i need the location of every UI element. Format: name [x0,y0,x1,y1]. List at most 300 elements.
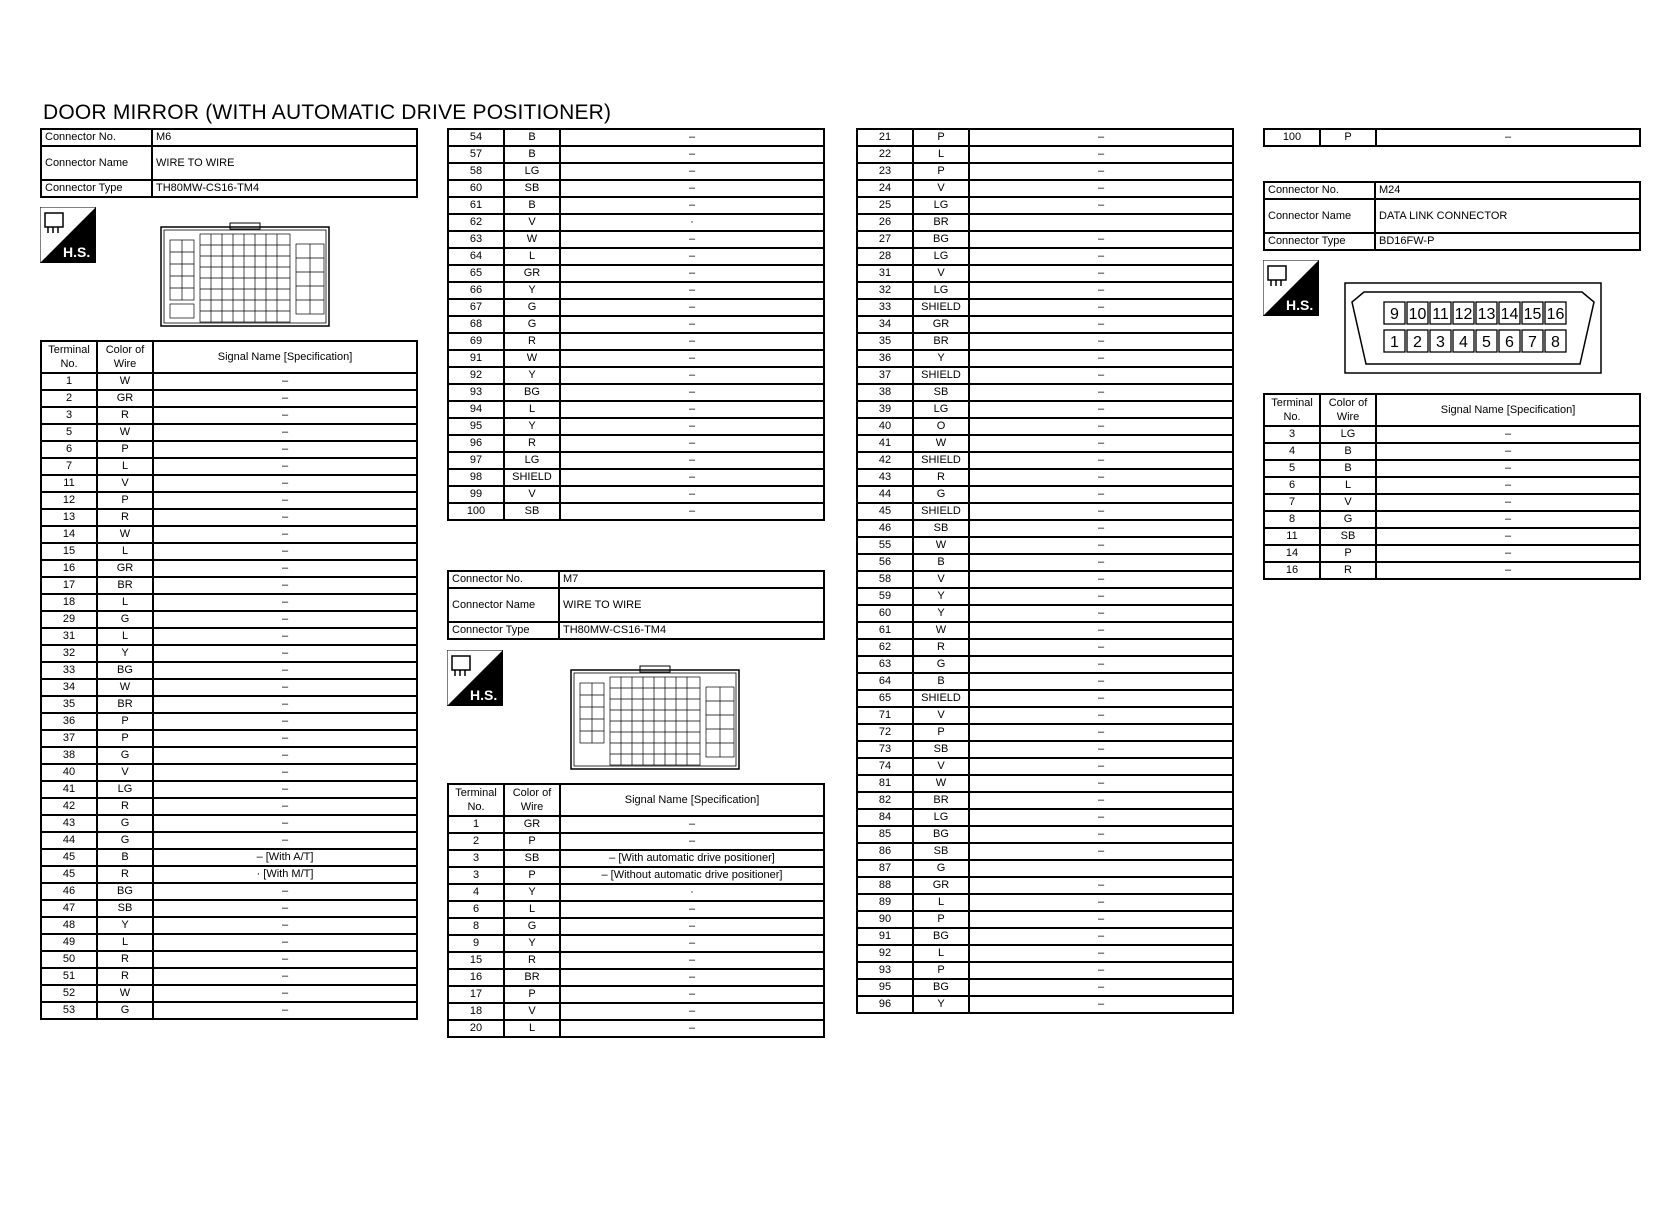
terminal-no-cell: 8 [1264,511,1320,528]
table-row [448,486,824,503]
terminal-no-cell: 2 [41,390,97,407]
table-row [448,816,824,833]
dlc-pin-number: 11 [1432,306,1449,323]
harness-side-icon [40,207,96,263]
terminal-no-cell: 35 [41,696,97,713]
terminal-no-cell: 34 [41,679,97,696]
wire-color-cell: BR [913,333,969,350]
connector-name-label: Connector Name [41,146,152,180]
table-row [1264,562,1640,579]
signal-name-cell: – [969,418,1233,435]
table-row [448,884,824,901]
signal-name-cell: – [153,832,417,849]
wire-color-cell: Y [504,884,560,901]
terminal-no-cell: 85 [857,826,913,843]
table-row [857,503,1233,520]
signal-name-cell: – [153,798,417,815]
terminal-no-cell: 42 [857,452,913,469]
table-row [41,543,417,560]
signal-name-cell: – [153,543,417,560]
signal-name-cell: – [153,458,417,475]
terminal-no-cell: 45 [41,866,97,883]
terminal-no-cell: 13 [41,509,97,526]
dlc-pin-number: 6 [1505,334,1514,351]
terminal-no-cell: 96 [448,435,504,452]
wire-color-cell: V [504,486,560,503]
signal-name-cell: · [560,884,824,901]
signal-name-cell: – [969,775,1233,792]
terminal-no-cell: 49 [41,934,97,951]
signal-name-cell: – [153,1002,417,1019]
connector-no-value: M6 [152,129,417,146]
wire-color-cell: G [97,747,153,764]
signal-name-cell: – [969,554,1233,571]
signal-name-cell: – [560,401,824,418]
signal-name-cell: – [1376,443,1640,460]
harness-side-icon [447,650,503,706]
terminal-no-cell: 22 [857,146,913,163]
table-row [41,815,417,832]
wire-color-cell: V [1320,494,1376,511]
wire-color-cell: GR [504,265,560,282]
table-row [857,945,1233,962]
wire-color-cell: B [1320,460,1376,477]
terminal-no-cell: 89 [857,894,913,911]
terminal-no-cell: 29 [41,611,97,628]
signal-name-cell: – [969,605,1233,622]
wire-color-cell: R [913,639,969,656]
wire-color-cell: W [97,424,153,441]
wire-color-cell: B [913,554,969,571]
table-row [857,316,1233,333]
wire-color-cell: V [913,758,969,775]
table-row [448,452,824,469]
terminal-no-cell: 36 [857,350,913,367]
table-row [448,867,824,884]
signal-name-cell: – [969,265,1233,282]
wire-color-cell: LG [913,248,969,265]
signal-name-cell: – [560,129,824,146]
table-row [857,996,1233,1013]
table-row [448,384,824,401]
table-row [857,792,1233,809]
hs-label: H.S. [470,687,498,703]
terminal-no-cell: 11 [41,475,97,492]
table-row [448,197,824,214]
signal-name-cell: – [153,373,417,390]
signal-name-cell: – [969,469,1233,486]
terminal-no-cell: 4 [1264,443,1320,460]
signal-name-cell: – [560,1003,824,1020]
connector-no-value: M7 [559,571,824,588]
signal-name-cell: – [153,662,417,679]
signal-name-cell [969,214,1233,231]
signal-name-cell: – [969,384,1233,401]
wire-color-cell: L [913,945,969,962]
wire-color-cell: LG [913,401,969,418]
terminal-no-cell: 14 [1264,545,1320,562]
wire-color-cell: R [97,798,153,815]
table-row [41,594,417,611]
table-row [857,809,1233,826]
table-row [857,469,1233,486]
connector-name-value: DATA LINK CONNECTOR [1375,199,1640,233]
signal-name-cell: – [153,968,417,985]
table-row [857,537,1233,554]
signal-name-cell: – [969,163,1233,180]
terminal-no-cell: 33 [857,299,913,316]
terminal-no-cell: 57 [448,146,504,163]
wire-color-cell: G [97,611,153,628]
signal-name-cell: – [560,901,824,918]
signal-name-cell: – [560,935,824,952]
wire-color-cell: SB [504,180,560,197]
wire-color-cell: L [97,543,153,560]
terminal-no-cell: 93 [448,384,504,401]
signal-name-cell: – [153,628,417,645]
wire-color-cell: Y [97,917,153,934]
signal-name-cell: – [969,809,1233,826]
table-row [448,918,824,935]
m24-connector-info [1263,181,1641,251]
terminal-no-cell: 33 [41,662,97,679]
table-row [857,401,1233,418]
signal-name-cell: – [560,316,824,333]
terminal-no-cell: 91 [448,350,504,367]
table-row [857,367,1233,384]
terminal-no-cell: 6 [41,441,97,458]
table-row [448,146,824,163]
wire-color-cell: L [913,146,969,163]
terminal-no-cell: 93 [857,962,913,979]
wire-color-cell: SHIELD [913,452,969,469]
wire-color-cell: G [97,1002,153,1019]
table-row [857,979,1233,996]
wire-color-cell: W [504,350,560,367]
wire-color-cell: Y [504,935,560,952]
table-row [857,571,1233,588]
signal-name-cell: – [153,424,417,441]
signal-name-cell: – [560,163,824,180]
terminal-no-cell: 23 [857,163,913,180]
signal-name-cell: – [153,441,417,458]
signal-name-cell: – [969,690,1233,707]
terminal-no-cell: 65 [857,690,913,707]
wire-color-cell: Y [504,282,560,299]
terminal-no-cell: 45 [857,503,913,520]
terminal-no-cell: 61 [857,622,913,639]
table-row [857,588,1233,605]
table-row [857,435,1233,452]
terminal-no-cell: 56 [857,554,913,571]
signal-name-cell: – [560,503,824,520]
hs-label: H.S. [1286,297,1314,313]
signal-name-cell: – [969,639,1233,656]
dlc-pin-number: 14 [1500,306,1519,323]
wire-color-cell: SHIELD [913,690,969,707]
terminal-no-cell: 17 [41,577,97,594]
wire-color-cell: P [913,911,969,928]
signal-name-cell: – [969,520,1233,537]
terminal-no-cell: 40 [857,418,913,435]
table-row [857,520,1233,537]
signal-name-cell: – [969,435,1233,452]
signal-name-cell: – [153,577,417,594]
wire-color-cell: BG [913,826,969,843]
signal-name-cell: – [With A/T] [153,849,417,866]
signal-name-cell: – [153,747,417,764]
table-row [41,509,417,526]
terminal-no-header: Terminal No. [41,341,97,373]
terminal-no-cell: 82 [857,792,913,809]
wire-color-cell: L [504,401,560,418]
table-row [41,781,417,798]
terminal-no-cell: 7 [41,458,97,475]
signal-name-header: Signal Name [Specification] [1376,394,1640,426]
terminal-no-cell: 18 [448,1003,504,1020]
signal-name-cell: – [With automatic drive positioner] [560,850,824,867]
wire-color-cell: L [97,934,153,951]
terminal-no-cell: 71 [857,707,913,724]
connector-name-label: Connector Name [1264,199,1375,233]
wire-color-cell: L [97,628,153,645]
wire-color-cell: W [97,985,153,1002]
harness-side-icon [1263,260,1319,316]
terminal-no-cell: 40 [41,764,97,781]
terminal-no-cell: 17 [448,986,504,1003]
signal-name-cell: – [560,180,824,197]
dlc-pin-number: 8 [1551,334,1560,351]
signal-name-cell: – [969,673,1233,690]
m7-terminal-table-1 [447,783,825,1038]
wire-color-cell: W [913,435,969,452]
terminal-no-cell: 88 [857,877,913,894]
wire-color-cell: L [504,901,560,918]
dlc-pin-number: 2 [1413,334,1422,351]
wire-color-cell: P [913,724,969,741]
m7-connector-info [447,570,825,640]
table-row [41,424,417,441]
table-row [41,373,417,390]
table-row [41,985,417,1002]
table-row [857,333,1233,350]
table-row [857,350,1233,367]
signal-name-cell: – [1376,511,1640,528]
wire-color-cell: Y [913,996,969,1013]
table-row [857,911,1233,928]
terminal-no-cell: 41 [857,435,913,452]
wire-color-cell: P [97,441,153,458]
table-row [857,775,1233,792]
signal-name-cell: – [560,282,824,299]
terminal-no-cell: 63 [448,231,504,248]
terminal-no-cell: 63 [857,656,913,673]
table-row [857,129,1233,146]
wire-color-cell: V [504,1003,560,1020]
terminal-no-cell: 16 [41,560,97,577]
terminal-no-cell: 46 [41,883,97,900]
wire-color-cell: W [504,231,560,248]
wire-color-cell: P [913,129,969,146]
m6-terminal-table-2 [447,128,825,521]
table-row [41,560,417,577]
wire-color-cell: R [97,866,153,883]
terminal-no-cell: 14 [41,526,97,543]
signal-name-cell: – [560,265,824,282]
terminal-no-cell: 6 [448,901,504,918]
table-row [41,407,417,424]
table-row [448,163,824,180]
signal-name-cell: – [560,350,824,367]
hs-label: H.S. [63,244,91,260]
wire-color-cell: G [913,486,969,503]
table-row [41,951,417,968]
signal-name-cell: – [969,843,1233,860]
wire-color-cell: G [97,832,153,849]
terminal-no-cell: 37 [857,367,913,384]
terminal-no-cell: 58 [448,163,504,180]
terminal-no-cell: 59 [857,588,913,605]
wire-color-cell: W [913,537,969,554]
signal-name-cell: – [1376,494,1640,511]
connector-no-value: M24 [1375,182,1640,199]
terminal-no-cell: 64 [857,673,913,690]
wire-color-cell: B [1320,443,1376,460]
terminal-no-cell: 67 [448,299,504,316]
terminal-no-cell: 95 [448,418,504,435]
terminal-no-cell: 51 [41,968,97,985]
terminal-no-cell: 92 [448,367,504,384]
m6-connector-info [40,128,418,198]
terminal-no-cell: 32 [41,645,97,662]
table-row [857,452,1233,469]
connector-type-value: BD16FW-P [1375,233,1640,250]
terminal-no-cell: 92 [857,945,913,962]
table-row [857,962,1233,979]
table-row [41,458,417,475]
terminal-no-cell: 47 [41,900,97,917]
signal-name-cell: – [969,401,1233,418]
wire-color-cell: G [913,860,969,877]
table-row [1264,494,1640,511]
terminal-no-cell: 73 [857,741,913,758]
signal-name-cell: – [969,588,1233,605]
table-row [41,611,417,628]
signal-name-cell: – [560,435,824,452]
signal-name-cell: · [With M/T] [153,866,417,883]
signal-name-cell: – [969,826,1233,843]
wire-color-cell: V [97,475,153,492]
signal-name-cell: – [560,469,824,486]
connector-no-label: Connector No. [448,571,559,588]
signal-name-cell: – [560,918,824,935]
table-row [857,248,1233,265]
dlc-pin-number: 7 [1528,334,1537,351]
wire-color-cell: Y [913,605,969,622]
signal-name-cell: – [969,197,1233,214]
m7-connector-face-diagram [570,665,740,771]
terminal-no-cell: 65 [448,265,504,282]
signal-name-cell: – [153,475,417,492]
m24-terminal-table [1263,393,1641,580]
terminal-no-cell: 97 [448,452,504,469]
table-row [448,435,824,452]
table-row [448,180,824,197]
signal-name-cell: – [153,560,417,577]
signal-name-cell: – [969,911,1233,928]
signal-name-cell: – [969,146,1233,163]
terminal-no-cell: 87 [857,860,913,877]
signal-name-cell: – [560,197,824,214]
table-row [41,1002,417,1019]
wire-color-cell: SB [504,850,560,867]
signal-name-cell: – [969,945,1233,962]
table-row [448,935,824,952]
terminal-no-header: Terminal No. [1264,394,1320,426]
wire-color-cell: G [1320,511,1376,528]
table-row [857,622,1233,639]
table-row [41,526,417,543]
wire-color-cell: P [1320,129,1376,146]
wire-color-cell: GR [504,816,560,833]
wire-color-cell: W [913,775,969,792]
signal-name-cell: – [969,282,1233,299]
wire-color-cell: V [913,265,969,282]
color-of-wire-header: Color of Wire [97,341,153,373]
terminal-no-cell: 7 [1264,494,1320,511]
wire-color-cell: B [504,146,560,163]
wire-color-cell: W [97,526,153,543]
table-row [41,934,417,951]
wire-color-cell: G [97,815,153,832]
wire-color-cell: V [504,214,560,231]
terminal-no-cell: 6 [1264,477,1320,494]
connector-name-label: Connector Name [448,588,559,622]
signal-name-cell: – [969,962,1233,979]
table-row [857,877,1233,894]
dlc-pin-number: 1 [1390,334,1399,351]
signal-name-cell: – [Without automatic drive positioner] [560,867,824,884]
terminal-no-cell: 5 [41,424,97,441]
terminal-no-cell: 64 [448,248,504,265]
table-row [857,843,1233,860]
table-row [41,679,417,696]
signal-name-cell: – [153,917,417,934]
signal-name-cell: – [560,486,824,503]
terminal-no-cell: 100 [448,503,504,520]
terminal-no-cell: 26 [857,214,913,231]
table-row [41,628,417,645]
terminal-no-cell: 31 [857,265,913,282]
table-row [41,696,417,713]
terminal-no-cell: 74 [857,758,913,775]
dlc-pin-number: 5 [1482,334,1491,351]
connector-type-label: Connector Type [448,622,559,639]
signal-name-cell: – [560,816,824,833]
signal-name-cell: – [969,928,1233,945]
terminal-no-cell: 28 [857,248,913,265]
wire-color-cell: W [913,622,969,639]
wire-color-cell: BR [504,969,560,986]
wire-color-cell: SHIELD [913,367,969,384]
table-row [857,656,1233,673]
signal-name-cell: – [1376,460,1640,477]
table-row [448,952,824,969]
table-row [448,231,824,248]
table-row [448,418,824,435]
signal-name-cell: – [969,486,1233,503]
m7-terminal-table-2 [856,128,1234,1014]
